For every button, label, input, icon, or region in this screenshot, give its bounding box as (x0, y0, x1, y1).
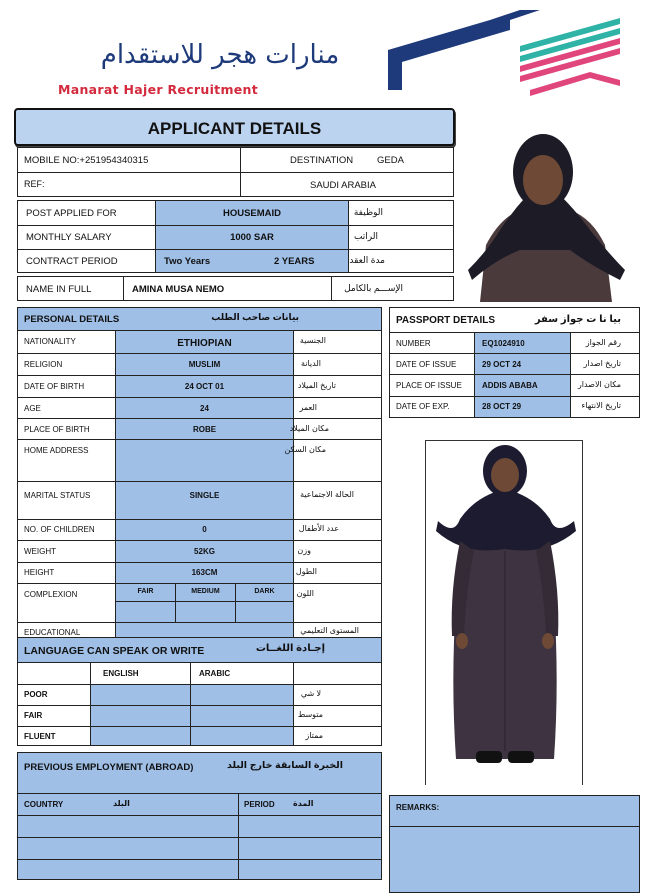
language-fluent-label-ar: ممتاز (305, 731, 323, 740)
job-box (17, 200, 454, 273)
post-value: HOUSEMAID (222, 208, 282, 219)
religion-label: RELIGION (24, 360, 63, 369)
dob-value: 24 OCT 01 (184, 382, 225, 391)
language-title: LANGUAGE CAN SPEAK OR WRITE (24, 645, 205, 657)
language-poor-label: POOR (24, 690, 48, 699)
complexion-label-ar: اللون (296, 589, 314, 598)
marital-status-label-ar: الحالة الاجتماعية (300, 490, 354, 499)
personal-details-table (17, 307, 382, 637)
weight-label-ar: وزن (297, 546, 311, 555)
education-label: EDUCATIONAL (24, 628, 81, 637)
complexion-fair: FAIR (137, 588, 154, 595)
contract-label: CONTRACT PERIOD (26, 256, 118, 267)
logo-arabic-text: منارات هجر للاستقدام (100, 40, 340, 70)
weight-value: 52KG (194, 547, 215, 556)
language-col-arabic: ARABIC (199, 669, 231, 678)
salary-label: MONTHLY SALARY (26, 232, 112, 243)
salary-value: 1000 SAR (230, 232, 274, 243)
destination-country: SAUDI ARABIA (310, 180, 376, 191)
name-box (17, 276, 454, 301)
language-table (17, 637, 382, 746)
age-value: 24 (200, 404, 209, 413)
destination-value: GEDA (377, 155, 404, 166)
height-label-ar: الطول (295, 567, 317, 576)
age-label: AGE (24, 404, 41, 413)
previous-country-label: COUNTRY (24, 800, 64, 809)
place-of-birth-value: ROBE (192, 425, 217, 434)
remarks-label: REMARKS: (396, 803, 440, 812)
passport-issue-date-label-ar: تاريخ اصدار (583, 359, 621, 368)
name-label-ar: الإســـم بالكامل (344, 283, 403, 293)
applicant-name: AMINA MUSA NEMO (132, 284, 225, 295)
passport-issue-date-label: DATE OF ISSUE (396, 360, 457, 369)
destination-label: DESTINATION (290, 155, 354, 166)
height-value: 163CM (191, 568, 218, 577)
previous-employment-title: PREVIOUS EMPLOYMENT (ABROAD) (24, 762, 194, 773)
dob-label-ar: تاريخ الميلاد (297, 381, 336, 390)
contract-value-years: 2 YEARS (274, 256, 315, 267)
passport-number-label-ar: رقم الجواز (585, 338, 621, 347)
passport-expiry-label: DATE OF EXP. (396, 402, 450, 411)
marital-status-label: MARITAL STATUS (24, 491, 91, 500)
contact-box (17, 147, 454, 197)
language-fluent-label: FLUENT (24, 732, 56, 741)
contract-label-ar: مدة العقد (349, 255, 385, 265)
complexion-dark: DARK (254, 588, 275, 595)
language-fair-label: FAIR (24, 711, 43, 720)
home-address-label: HOME ADDRESS (24, 446, 89, 455)
passport-title-ar: بيا نا ت جواز سفر (534, 314, 621, 325)
post-label: POST APPLIED FOR (26, 208, 117, 219)
age-label-ar: العمر (299, 403, 317, 412)
place-of-birth-label: PLACE OF BIRTH (24, 425, 90, 434)
nationality-value: ETHIOPIAN (177, 338, 232, 349)
religion-value: MUSLIM (188, 360, 221, 369)
contract-value-text: Two Years (164, 256, 211, 267)
nationality-label-ar: الجنسية (299, 336, 326, 345)
passport-issue-place-label-ar: مكان الاصدار (577, 380, 621, 389)
complexion-medium: MEDIUM (191, 588, 220, 595)
logo-roof-icon (380, 10, 630, 100)
salary-label-ar: الراتب (353, 231, 378, 241)
passport-details-table (389, 307, 640, 418)
mobile-number: MOBILE NO:+251954340315 (24, 155, 149, 166)
passport-number-value: EQ1024910 (482, 339, 525, 348)
language-poor-label-ar: لا شي (300, 689, 321, 698)
previous-country-label-ar: البلد (113, 799, 130, 808)
passport-issue-place-value: ADDIS ABABA (482, 381, 538, 390)
place-of-birth-label-ar: مكان الميلاد (289, 424, 329, 433)
nationality-label: NATIONALITY (24, 337, 76, 346)
remarks-box (389, 795, 640, 893)
passport-expiry-value: 28 OCT 29 (482, 402, 522, 411)
previous-employment-table (17, 752, 382, 880)
personal-details-title-ar: بيانات صاحب الطلب (211, 312, 299, 322)
name-label: NAME IN FULL (26, 284, 92, 295)
children-value: 0 (202, 525, 207, 534)
title-banner (14, 108, 455, 146)
ref-label: REF: (24, 179, 45, 189)
dob-label: DATE OF BIRTH (24, 382, 85, 391)
education-label-ar: المستوى التعليمي (300, 626, 359, 635)
post-label-ar: الوظيفة (353, 207, 383, 217)
language-title-ar: إجـادة اللغــات (255, 643, 325, 654)
children-label: NO. OF CHILDREN (24, 525, 95, 534)
passport-number-label: NUMBER (396, 339, 431, 348)
logo-english-text: Manarat Hajer Recruitment (58, 82, 259, 97)
personal-details-title: PERSONAL DETAILS (24, 314, 120, 325)
previous-employment-title-ar: الخبرة السابقة خارج البلد (226, 760, 343, 771)
page-title: APPLICANT DETAILS (147, 119, 322, 138)
applicant-headshot (460, 120, 627, 302)
complexion-label: COMPLEXION (24, 590, 78, 599)
company-logo (50, 10, 630, 100)
weight-label: WEIGHT (24, 547, 56, 556)
language-fair-label-ar: متوسط (297, 710, 323, 719)
passport-title: PASSPORT DETAILS (396, 315, 496, 326)
passport-issue-place-label: PLACE OF ISSUE (396, 381, 462, 390)
children-label-ar: عدد الأطفال (298, 524, 339, 533)
passport-expiry-label-ar: تاريخ الانتهاء (581, 401, 621, 410)
previous-period-label: PERIOD (244, 800, 275, 809)
height-label: HEIGHT (24, 568, 55, 577)
language-col-english: ENGLISH (103, 669, 139, 678)
home-address-label-ar: مكان السكن (284, 445, 326, 454)
religion-label-ar: الديانة (300, 359, 321, 368)
applicant-full-photo (425, 440, 583, 785)
passport-issue-date-value: 29 OCT 24 (482, 360, 522, 369)
marital-status-value: SINGLE (189, 491, 220, 500)
previous-period-label-ar: المدة (293, 799, 314, 808)
